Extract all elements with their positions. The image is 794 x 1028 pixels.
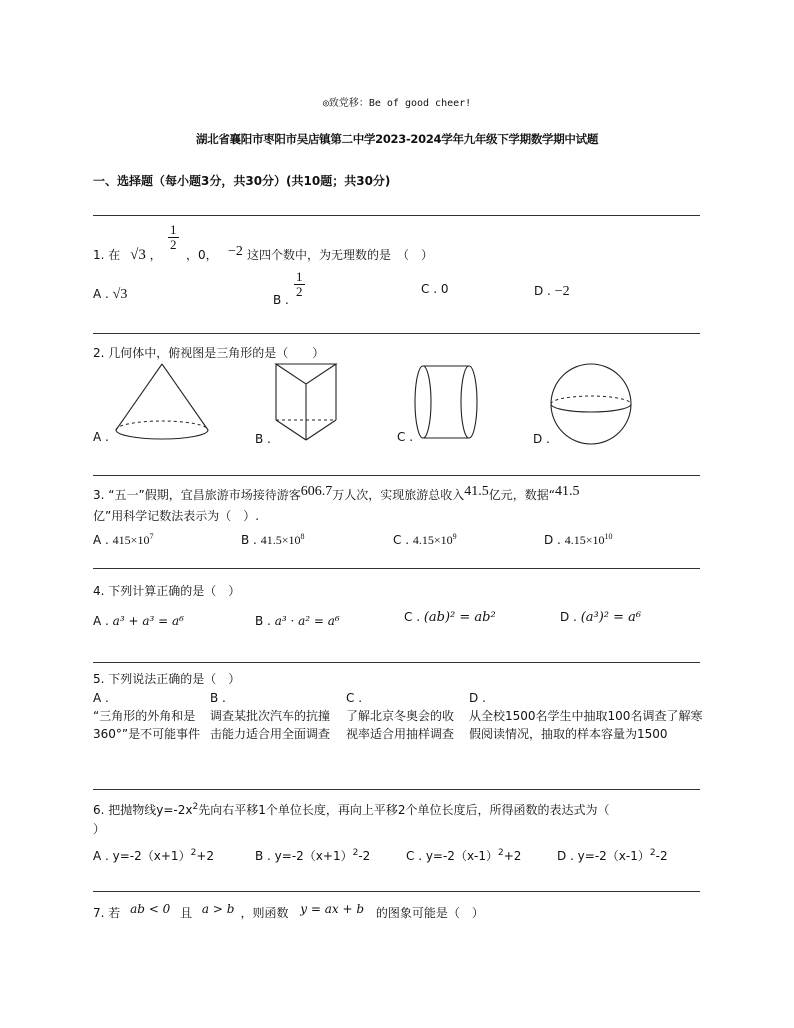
option-label: C . — [346, 691, 363, 705]
option-c[interactable] — [406, 847, 521, 864]
option-b[interactable] — [241, 532, 304, 548]
question-5-text: 5. 下列说法正确的是（ ） — [93, 672, 241, 686]
divider — [93, 662, 700, 663]
divider — [93, 568, 700, 569]
option-text: -2 — [655, 849, 668, 863]
question-text: ， — [149, 248, 162, 262]
option-c[interactable] — [404, 610, 496, 625]
option-label: A . — [93, 287, 109, 301]
option-b[interactable] — [255, 847, 370, 864]
option-b[interactable]: B . — [255, 432, 271, 446]
exponent: 2 — [649, 848, 656, 858]
sphere-icon — [548, 362, 636, 450]
option-a[interactable] — [93, 689, 211, 743]
question-text: 3. “五一”假期，宜昌旅游市场接待游客 — [93, 488, 301, 502]
divider — [93, 891, 700, 892]
option-text: 了解北京冬奥会的收视率适合用抽样调查 — [346, 709, 455, 741]
option-label: A . — [93, 691, 109, 705]
math-expression: 415×10 — [112, 533, 150, 547]
question-4-text: 4. 下列计算正确的是（ ） — [93, 584, 241, 598]
math-expression: (a³)² = a⁶ — [580, 610, 642, 625]
option-a[interactable] — [93, 287, 127, 303]
question-3-line-2: 亿”用科学记数法表示为（ ）. — [93, 509, 260, 523]
exponent: 2 — [190, 848, 197, 858]
option-c[interactable]: C . 0 — [421, 282, 449, 296]
option-text: B . y=-2（x+1） — [255, 849, 353, 863]
exponent: 2 — [352, 848, 359, 858]
question-text: ，0， — [186, 248, 218, 262]
option-a[interactable] — [93, 847, 214, 864]
question-text: 万人次，实现旅游总收入 — [332, 488, 465, 502]
exponent: 9 — [452, 532, 457, 541]
option-label: A . — [93, 533, 109, 547]
option-text: 从全校1500名学生中抽取100名调查了解寒假阅读情况，抽取的样本容量为1500 — [469, 709, 703, 741]
question-text: 亿元，数据“ — [488, 488, 555, 502]
divider — [93, 215, 700, 216]
math-expression: √3 — [112, 287, 128, 302]
option-d[interactable] — [544, 532, 612, 548]
option-label: C . — [393, 533, 410, 547]
triangular-prism-icon — [272, 362, 342, 444]
numerator: 1 — [296, 269, 303, 284]
number: 41.5 — [554, 484, 580, 499]
option-c[interactable] — [346, 689, 466, 743]
numerator: 1 — [170, 222, 177, 237]
page-title: 湖北省襄阳市枣阳市吴店镇第二中学2023-2024学年九年级下学期数学期中试题 — [195, 132, 599, 146]
math-expression: (ab)² = ab² — [423, 610, 496, 625]
exponent: 8 — [300, 532, 305, 541]
option-text: -2 — [358, 849, 371, 863]
option-text: +2 — [503, 849, 522, 863]
option-label: D . — [469, 691, 486, 705]
exponent: 10 — [604, 532, 613, 541]
option-label: B . — [273, 293, 289, 307]
math-expression: √3 — [130, 247, 146, 263]
math-expression: a³ + a³ = a⁶ — [112, 614, 184, 628]
option-d[interactable] — [469, 689, 705, 743]
fraction — [294, 270, 305, 299]
question-text: 这四个数中，为无理数的是 （ ） — [247, 248, 434, 262]
motto: ◎致党移：Be of good cheer! — [322, 98, 472, 109]
number: 41.5 — [464, 484, 489, 499]
option-b[interactable] — [210, 689, 338, 743]
question-text: 1. 在 — [93, 248, 121, 262]
question-3-line-1 — [93, 486, 579, 504]
math-expression: −2 — [554, 284, 570, 299]
denominator: 2 — [170, 237, 177, 252]
option-label: B . — [210, 691, 226, 705]
option-text: D . y=-2（x-1） — [557, 849, 650, 863]
option-d[interactable] — [534, 284, 570, 300]
question-2-text: 2. 几何体中，俯视图是三角形的是（ ） — [93, 346, 325, 360]
cylinder-icon — [413, 364, 483, 444]
question-text: 且 — [180, 906, 193, 920]
option-label: D . — [560, 610, 577, 624]
option-text: A . y=-2（x+1） — [93, 849, 191, 863]
question-1 — [93, 246, 162, 264]
option-text: 调查某批次汽车的抗撞击能力适合用全面调查 — [210, 709, 331, 741]
option-b[interactable] — [273, 293, 289, 307]
option-b[interactable] — [255, 614, 340, 628]
exponent: 2 — [192, 802, 199, 812]
option-label: B . — [241, 533, 257, 547]
question-text: 的图象可能是（ ） — [375, 906, 484, 920]
math-expression: 41.5×10 — [260, 533, 301, 547]
option-d[interactable] — [557, 847, 668, 864]
option-label: C . — [404, 610, 421, 624]
option-label: D . — [544, 533, 561, 547]
option-text: C . y=-2（x-1） — [406, 849, 499, 863]
option-c[interactable]: C . — [397, 430, 414, 444]
exponent: 7 — [149, 532, 154, 541]
question-6-line-1 — [93, 801, 610, 818]
math-expression: a > b — [201, 902, 235, 916]
question-6-line-2: ） — [93, 822, 106, 836]
option-c[interactable] — [393, 532, 457, 548]
question-text: ，则函数 — [240, 906, 289, 920]
divider — [93, 333, 700, 334]
number: 606.7 — [300, 484, 333, 499]
math-expression: ab < 0 — [130, 902, 171, 916]
math-expression: 4.15×10 — [564, 533, 605, 547]
option-a[interactable] — [93, 532, 153, 548]
option-label: A . — [93, 614, 109, 628]
question-text: 7. 若 — [93, 906, 121, 920]
question-7 — [93, 904, 484, 921]
cone-icon — [110, 362, 215, 442]
option-text: “三角形的外角和是360°”是不可能事件 — [93, 709, 201, 741]
math-expression: a³ · a² = a⁶ — [274, 614, 340, 628]
option-d[interactable] — [560, 610, 641, 625]
option-a[interactable] — [93, 614, 184, 628]
option-d[interactable]: D . — [533, 432, 550, 446]
section-title: 一、选择题（每小题3分，共30分）(共10题；共30分) — [93, 174, 391, 188]
option-label: D . — [534, 284, 551, 298]
math-expression: y = ax + b — [300, 902, 365, 916]
fraction — [168, 223, 179, 252]
option-label: B . — [255, 614, 271, 628]
option-text: +2 — [196, 849, 215, 863]
math-expression: 4.15×10 — [412, 533, 453, 547]
question-text: 6. 把抛物线y=-2x — [93, 803, 193, 817]
divider — [93, 475, 700, 476]
question-text: 先向右平移1个单位长度，再向上平移2个单位长度后，所得函数的表达式为（ — [198, 803, 610, 817]
exponent: 2 — [498, 848, 504, 858]
option-a[interactable]: A . — [93, 430, 109, 444]
divider — [93, 789, 700, 790]
math-expression: −2 — [228, 244, 243, 259]
denominator: 2 — [296, 284, 303, 299]
